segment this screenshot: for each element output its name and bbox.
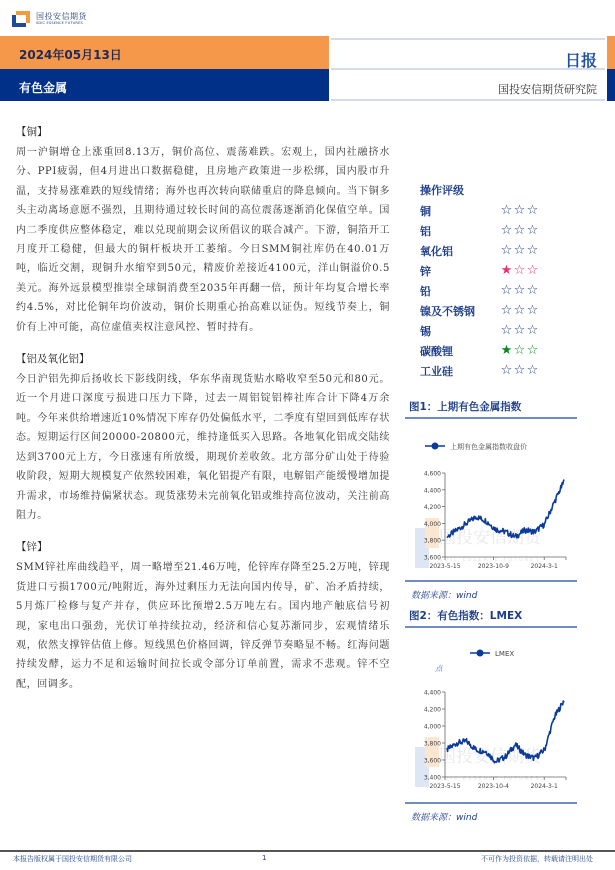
- line-chart: [405, 628, 577, 802]
- star-outline-icon: ☆: [513, 303, 526, 318]
- svg-text:3,400: 3,400: [423, 774, 441, 782]
- rating-label: 镍及不锈钢: [420, 305, 475, 318]
- rating-row: [420, 221, 610, 241]
- section-copper: [16, 124, 390, 337]
- svg-text:2024-3-1: 2024-3-1: [530, 563, 558, 570]
- svg-text:3,800: 3,800: [423, 740, 441, 748]
- section-title: 【锌】: [16, 541, 48, 554]
- star-outline-icon: ☆: [513, 323, 526, 338]
- star-outline-icon: ☆: [500, 303, 513, 318]
- svg-text:3,600: 3,600: [423, 554, 441, 562]
- report-date: 2024年05月13日: [19, 48, 122, 62]
- svg-text:2023-10-9: 2023-10-9: [477, 563, 509, 570]
- figure-shfe-index: [405, 397, 577, 601]
- star-outline-icon: ☆: [526, 303, 539, 318]
- section-aluminum: [16, 351, 390, 525]
- rating-row: [420, 241, 610, 261]
- divider: [331, 38, 605, 40]
- rating-row: [420, 261, 610, 281]
- svg-text:2023-5-15: 2023-5-15: [429, 783, 461, 790]
- svg-text:上期有色金属指数收盘价: 上期有色金属指数收盘价: [450, 443, 527, 451]
- star-rating: [500, 264, 539, 278]
- svg-text:2024-3-1: 2024-3-1: [530, 783, 558, 790]
- figure-title: 图2：有色指数：LMEX: [409, 610, 523, 622]
- star-outline-icon: ☆: [526, 363, 539, 378]
- rating-label: 锌: [420, 265, 431, 278]
- figure-title: 图1：上期有色金属指数: [409, 401, 522, 413]
- logo-name-cn: 国投安信期货: [36, 11, 87, 21]
- svg-text:4,200: 4,200: [423, 504, 441, 512]
- svg-text:4,400: 4,400: [423, 689, 441, 697]
- rating-label: 碳酸锂: [420, 345, 453, 358]
- section-body: 今日沪铝先抑后扬收长下影线阴线，华东华南现货贴水略收窄至50元和80元。近一个月进口深度亏损进口压力下降，过去一周铝锭铝棒社库合计下降4万余吨。今年来供给增速近10%情况下库存仍处偏低水平，二季度有望回到低库存状态。短期运行区间20000-20800元，维持逢低买入思路。各地氧化铝成交陆续达到3700元上方，今日涨速有所放缓，期现价差收敛。北方部分矿山处于待验收阶段，短期大规模复产依然较困难，氧化铝提产有限，电解铝产能缓慢增加提升需求，市场维持偏紧状态。现货涨势未完前氧化铝或维持高位波动，关注前高阻力。: [16, 374, 390, 521]
- figure-lmex-index: [405, 606, 577, 823]
- star-outline-icon: ☆: [513, 243, 526, 258]
- divider: [331, 68, 605, 70]
- divider: [405, 802, 577, 804]
- star-outline-icon: ☆: [513, 223, 526, 238]
- star-outline-icon: ☆: [500, 323, 513, 338]
- star-outline-icon: ☆: [513, 363, 526, 378]
- svg-text:2023-5-15: 2023-5-15: [429, 563, 461, 570]
- rating-row: [420, 281, 610, 301]
- logo-name-en: SDIC ESSENCE FUTURES: [36, 20, 83, 25]
- footer-disclaimer: 不可作为投资依据，转载请注明出处: [481, 855, 593, 863]
- header-title-box: [329, 36, 607, 101]
- svg-text:4,400: 4,400: [423, 487, 441, 495]
- star-outline-icon: ☆: [526, 263, 539, 278]
- star-outline-icon: ☆: [526, 223, 539, 238]
- star-outline-icon: ☆: [526, 243, 539, 258]
- svg-text:2023-10-4: 2023-10-4: [477, 783, 509, 790]
- svg-text:4,000: 4,000: [423, 723, 441, 731]
- star-filled-icon: ★: [500, 343, 513, 358]
- institute-name: 国投安信期货研究院: [498, 83, 597, 96]
- company-logo: [12, 9, 87, 29]
- star-outline-icon: ☆: [526, 343, 539, 358]
- section-body: 周一沪铜增仓上涨重回8.13万，铜价高位、震荡难跌。宏观上，国内社融挤水分、PPI疲弱，但4月进出口数据稳健，且房地产政策进一步松绑，国内股市升温，支持易涨难跌的短线情绪；海外也再次转向联储重启的降息倾向。当下铜多头主动离场意愿不强烈，且期待通过较长时间的高位震荡逐渐消化保值空单。国内二季度供应整体稳定，难以兑现前期会议所倡议的联合减产。下游，铜箔开工月度开工稳健，但最大的铜杆板块开工萎缩。今日SMM铜社库仍在40.01万吨，临近交割，现铜升水缩窄到50元，精废价差接近4100元，洋山铜溢价0.5美元。海外远景模型推崇全球铜消费至2035年再翻一倍，预计年均复合增长率约4.5%，对比伦铜年均价波动，铜价长期重心抬高难以证伪。短线节奏上，铜价有上冲可能，高位虚值卖权注意风控、暂时持有。: [16, 147, 390, 333]
- star-outline-icon: ☆: [526, 283, 539, 298]
- ratings-title: 操作评级: [420, 184, 464, 197]
- star-outline-icon: ☆: [513, 263, 526, 278]
- star-rating: [500, 244, 539, 258]
- star-outline-icon: ☆: [526, 323, 539, 338]
- svg-text:SDIC ESSENCE FUTURES: SDIC ESSENCE FUTURES: [439, 557, 541, 563]
- report-sector: 有色金属: [19, 81, 68, 95]
- rating-label: 锡: [420, 325, 431, 338]
- star-outline-icon: ☆: [526, 203, 539, 218]
- section-zinc: [16, 539, 390, 694]
- report-type: 日报: [564, 51, 597, 70]
- commentary-column: [16, 124, 390, 708]
- star-outline-icon: ☆: [513, 203, 526, 218]
- svg-text:3,600: 3,600: [423, 757, 441, 765]
- star-rating: [500, 224, 539, 238]
- star-outline-icon: ☆: [500, 363, 513, 378]
- star-outline-icon: ☆: [513, 283, 526, 298]
- star-rating: [500, 204, 539, 218]
- data-source: 数据来源：wind: [411, 813, 478, 823]
- section-title: 【铝及氧化铝】: [16, 353, 90, 366]
- rating-row: [420, 341, 610, 361]
- star-outline-icon: ☆: [500, 243, 513, 258]
- svg-text:3,800: 3,800: [423, 537, 441, 545]
- star-filled-icon: ★: [500, 263, 513, 278]
- data-source: 数据来源：wind: [411, 591, 478, 601]
- svg-text:SDIC ESSENCE FUTURES: SDIC ESSENCE FUTURES: [439, 776, 541, 782]
- star-rating: [500, 324, 539, 338]
- section-body: SMM锌社库曲线趋平，周一略增至21.46万吨，伦锌库存降至25.2万吨，锌现货进口亏损1700元/吨附近，海外过剩压力无法向国内传导，矿、冶矛盾持续，5月炼厂检修与复产并存，供应环比预增2.5万吨左右。国内地产触底信号初现，家电出口强劲，光伏订单持续拉动，经济和信心复苏渐同步，宏观情绪乐观，依然支撑锌估值上修。短线黑色价格回调，锌反弹节奏略显不畅。红海问题持续发酵，运力不足和运输时间拉长或令部分订单前置，需求不悲观。锌不空配，回调多。: [16, 562, 390, 690]
- rating-label: 氧化铝: [420, 245, 453, 258]
- rating-label: 工业硅: [420, 365, 453, 378]
- line-chart: [405, 419, 577, 580]
- footer-copyright: 本报告版权属于国投安信期货有限公司: [13, 855, 132, 863]
- rating-row: [420, 321, 610, 341]
- footer-divider: [0, 850, 615, 852]
- rating-row: [420, 361, 610, 381]
- rating-row: [420, 301, 610, 321]
- section-title: 【铜】: [16, 126, 48, 138]
- rating-label: 铜: [420, 205, 431, 218]
- svg-text:点: 点: [435, 664, 443, 673]
- rating-row: [420, 201, 610, 221]
- divider: [331, 99, 605, 101]
- operation-ratings: [420, 181, 610, 381]
- svg-text:国投安信期货: 国投安信期货: [439, 528, 541, 548]
- divider: [405, 580, 577, 582]
- page-number: 1: [262, 854, 267, 862]
- star-outline-icon: ☆: [500, 283, 513, 298]
- star-rating: [500, 364, 539, 378]
- logo-mark-icon: [12, 11, 30, 27]
- star-outline-icon: ☆: [500, 223, 513, 238]
- svg-text:4,000: 4,000: [423, 520, 441, 528]
- star-outline-icon: ☆: [500, 203, 513, 218]
- star-rating: [500, 344, 539, 358]
- rating-label: 铅: [420, 285, 431, 298]
- svg-text:国投安信期货: 国投安信期货: [439, 747, 541, 767]
- star-outline-icon: ☆: [513, 343, 526, 358]
- star-rating: [500, 304, 539, 318]
- svg-text:LMEX: LMEX: [495, 650, 515, 658]
- rating-label: 铝: [420, 225, 431, 238]
- svg-text:4,600: 4,600: [423, 470, 441, 478]
- svg-text:4,200: 4,200: [423, 706, 441, 714]
- star-rating: [500, 284, 539, 298]
